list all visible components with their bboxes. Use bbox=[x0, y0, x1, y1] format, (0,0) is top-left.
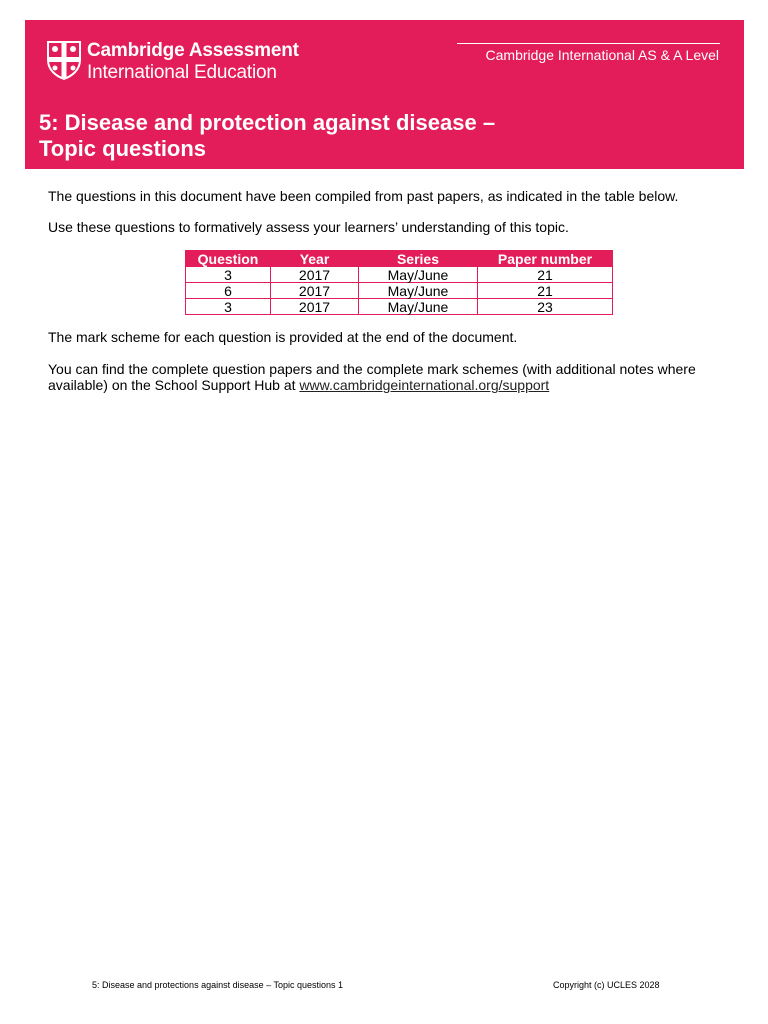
footer-copyright: Copyright (c) UCLES 2028 bbox=[553, 980, 660, 990]
support-paragraph bbox=[48, 361, 728, 393]
mark-scheme-paragraph: The mark scheme for each question is provided at the end of the document. bbox=[48, 329, 518, 345]
qualification-label: Cambridge International AS & A Level bbox=[485, 47, 719, 63]
support-hub-link[interactable]: www.cambridgeinternational.org/support bbox=[299, 377, 550, 393]
cell-year: 2017 bbox=[271, 267, 359, 283]
header-series: Series bbox=[359, 251, 478, 267]
questions-table bbox=[185, 250, 613, 315]
footer-title: 5: Disease and protections against disease – Topic questions 1 bbox=[92, 980, 343, 990]
header-rule bbox=[457, 43, 720, 44]
cell-paper-number: 21 bbox=[478, 283, 613, 299]
cambridge-logo bbox=[46, 40, 299, 83]
cell-question: 3 bbox=[186, 299, 271, 315]
cell-year: 2017 bbox=[271, 299, 359, 315]
header-paper-number: Paper number bbox=[478, 251, 613, 267]
support-text: You can find the complete question papers and the complete mark schemes (with additional notes where available) on the School Support Hub at bbox=[48, 361, 696, 393]
logo-line-2: International Education bbox=[87, 62, 277, 83]
header-banner bbox=[25, 20, 744, 169]
cell-year: 2017 bbox=[271, 283, 359, 299]
header-question: Question bbox=[186, 251, 271, 267]
table-header-row bbox=[186, 251, 613, 267]
cell-paper-number: 21 bbox=[478, 267, 613, 283]
cell-series: May/June bbox=[359, 267, 478, 283]
table-row bbox=[186, 283, 613, 299]
cell-question: 6 bbox=[186, 283, 271, 299]
cell-paper-number: 23 bbox=[478, 299, 613, 315]
logo-line-1: Cambridge Assessment bbox=[87, 40, 299, 61]
table-row bbox=[186, 267, 613, 283]
page-title-line-2: Topic questions bbox=[39, 136, 207, 161]
intro-paragraph: The questions in this document have been compiled from past papers, as indicated in the table below. bbox=[48, 188, 679, 204]
cell-series: May/June bbox=[359, 283, 478, 299]
cell-series: May/June bbox=[359, 299, 478, 315]
cell-question: 3 bbox=[186, 267, 271, 283]
header-year: Year bbox=[271, 251, 359, 267]
page-title bbox=[39, 110, 495, 162]
page-title-line-1: 5: Disease and protection against disease – bbox=[39, 110, 496, 135]
usage-paragraph: Use these questions to formatively assess your learners’ understanding of this topic. bbox=[48, 219, 569, 235]
shield-icon bbox=[46, 40, 82, 80]
table-row bbox=[186, 299, 613, 315]
